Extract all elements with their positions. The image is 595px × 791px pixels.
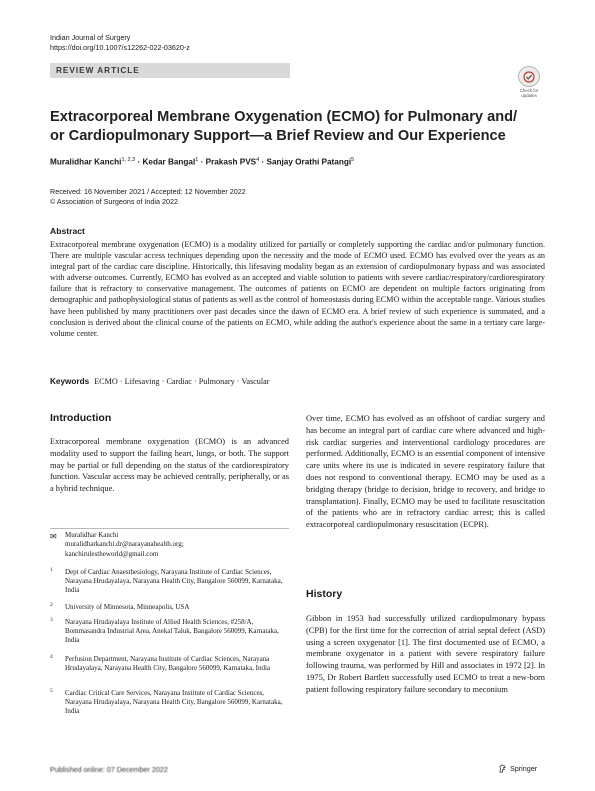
keywords-list: ECMO · Lifesaving · Cardiac · Pulmonary · Vascular [94, 377, 270, 386]
affiliation [50, 568, 289, 596]
affiliation-number: 2 [50, 602, 53, 608]
author-name[interactable]: Kedar Bangal [142, 157, 196, 167]
author-affiliation-marker: 1, 2,3 [121, 157, 136, 163]
section-heading-introduction: Introduction [50, 412, 112, 424]
introduction-continuation-text: Over time, ECMO has evolved as an offshoot of cardiac surgery and has become an integral part of cardiac care where advanced and high-risk cardiac surgeries and interventional cardiology procedures are performed. Additionally, ECMO is an essential component of intensive care units where its use is indicated in severe respiratory failure that does not respond to conventional therapy. ECMO may be used as a bridging therapy (bridge to decision, bridge to recovery, and bridge to transplantation). Finally, ECMO may be used to facilitate resuscitation of the patients who are in refractory cardiac arrest; this is called extracorporeal cardiopulmonary resuscitation (ECPR). [306, 414, 545, 530]
author-name[interactable]: Prakash PVS [205, 157, 257, 167]
affiliation [50, 603, 289, 612]
affiliation-text: Dept of Cardiac Anaesthesiology, Narayana Institute of Cardiac Sciences, Narayana Hrudayalaya, Narayana Health City, Bangalore 560099, Karnataka, India [65, 568, 283, 595]
journal-name: Indian Journal of Surgery [50, 33, 131, 42]
corresponding-email[interactable]: muralidharkanchi.dr@narayanahealth.org; [65, 540, 184, 549]
affiliation-number: 5 [50, 688, 53, 694]
abstract-heading: Abstract [50, 226, 85, 236]
affiliation-text: Narayana Hrudayalaya Institute of Allied Health Sciences, #258/A, Bommasandra Industrial Area, Anekal Taluk, Bangalore 560099, Karnataka, India [65, 618, 279, 645]
check-updates-icon [518, 66, 540, 87]
footnote-divider [50, 528, 289, 529]
check-for-updates-button[interactable] [513, 66, 545, 98]
correspondence-block [50, 531, 289, 559]
corresponding-email[interactable]: kanchirulestheworld@gmail.com [65, 549, 159, 558]
affiliation-text: University of Minnesota, Minneapolis, USA [65, 603, 190, 611]
section-heading-history: History [306, 588, 343, 600]
check-updates-label: Check for updates [519, 88, 539, 98]
corresponding-author-name: Muralidhar Kanchi [65, 531, 119, 539]
author-affiliation-marker: 5 [351, 157, 355, 163]
keywords-label: Keywords [50, 377, 90, 386]
doi-link[interactable]: https://doi.org/10.1007/s12262-022-03620-z [50, 43, 190, 52]
affiliation [50, 618, 289, 646]
abstract-text: Extracorporeal membrane oxygenation (ECMO) is a modality utilized for partially or completely supporting the cardiac and/or pulmonary function. There are multiple vascular access techniques depending upon the necessity and the mode of ECMO used. ECMO has evolved over the years as an integral part of the cardiac care discipline. Historically, this lifesaving modality began as an extension of cardiopulmonary bypass and was associated with adverse outcomes. Currently, ECMO has evolved as an accepted and viable solution to patients with severe cardiac/respiratory/cardiorespiratory failure that is refractory to conservative management. The outcomes of patients on ECMO are dependent on multiple factors originating from demographic and pathophysiological status of patients as well as the control of homeostasis during ECMO within the acceptable range. Various studies have been published by many practitioners over past decades since the dawn of ECMO era. A brief review of such experience is summated, and a conclusion is derived about the clinical course of the patients on ECMO, while adding the author's experience about the same in a tertiary care large-volume center. [50, 240, 545, 338]
publisher-logo [498, 764, 537, 773]
affiliation-number: 4 [50, 654, 53, 660]
author-affiliation-marker: 1 [195, 157, 199, 163]
author-name[interactable]: Sanjay Orathi Patangi [266, 157, 352, 167]
introduction-text: Extracorporeal membrane oxygenation (ECMO) is an advanced modality used to support the failing heart, lungs, or both. The support may be partial or full depending on the status of the cardiorespiratory function. Vascular access may be achieved centrally, peripherally, or as a hybrid technique. [50, 437, 289, 494]
affiliation [50, 689, 289, 717]
article-type-label: REVIEW ARTICLE [56, 66, 140, 75]
keywords [50, 377, 545, 386]
publisher-name: Springer [510, 764, 538, 773]
affiliation-text: Cardiac Critical Care Services, Narayana Institute of Cardiac Sciences, Narayana Hrudayalaya, Narayana Health City, Bangalore 560099, Karnataka, India [65, 689, 283, 716]
affiliation [50, 655, 289, 673]
author-affiliation-marker: 4 [256, 157, 260, 163]
affiliation-number: 1 [50, 567, 53, 573]
author-name[interactable]: Muralidhar Kanchi [50, 157, 122, 167]
springer-horse-icon [498, 764, 507, 773]
copyright-notice: © Association of Surgeons of India 2022 [50, 197, 178, 206]
affiliation-number: 3 [50, 617, 53, 623]
author-list: Muralidhar Kanchi$^{1, 2,3}$ · Kedar Bangal$^1$ · Prakash $PVS^4$ · Sanjay Orathi Patangi$^5$ [50, 157, 355, 167]
affiliation-text: Perfusion Department, Narayana Institute of Cardiac Sciences, Narayana Hrudayalaya, Narayana Health City, Bangalore 560099, Karnataka, India [65, 655, 270, 673]
article-title: Extracorporeal Membrane Oxygenation (ECMO) for Pulmonary and/ or Cardiopulmonary Support—a Brief Review and Our Experience [50, 109, 518, 144]
history-text: Gibbon in 1953 had successfully utilized cardiopulmonary bypass (CPB) for the first time for the correction of atrial septal defect (ASD) using a screen oxygenator [1]. The first documented use of ECMO, a membrane oxygenator in a patient with severe respiratory failure following trauma, was performed by Hill and associates in 1972 [2]. In 1975, Dr Robert Bartlett successfully used ECMO to treat a new-born patient following respiratory failure secondary to meconium [306, 614, 545, 694]
published-online-date: Published online: 07 December 2022 [50, 765, 168, 774]
received-dates: Received: 16 November 2021 / Accepted: 12 November 2022 [50, 187, 246, 196]
envelope-icon: ✉ [50, 532, 57, 541]
